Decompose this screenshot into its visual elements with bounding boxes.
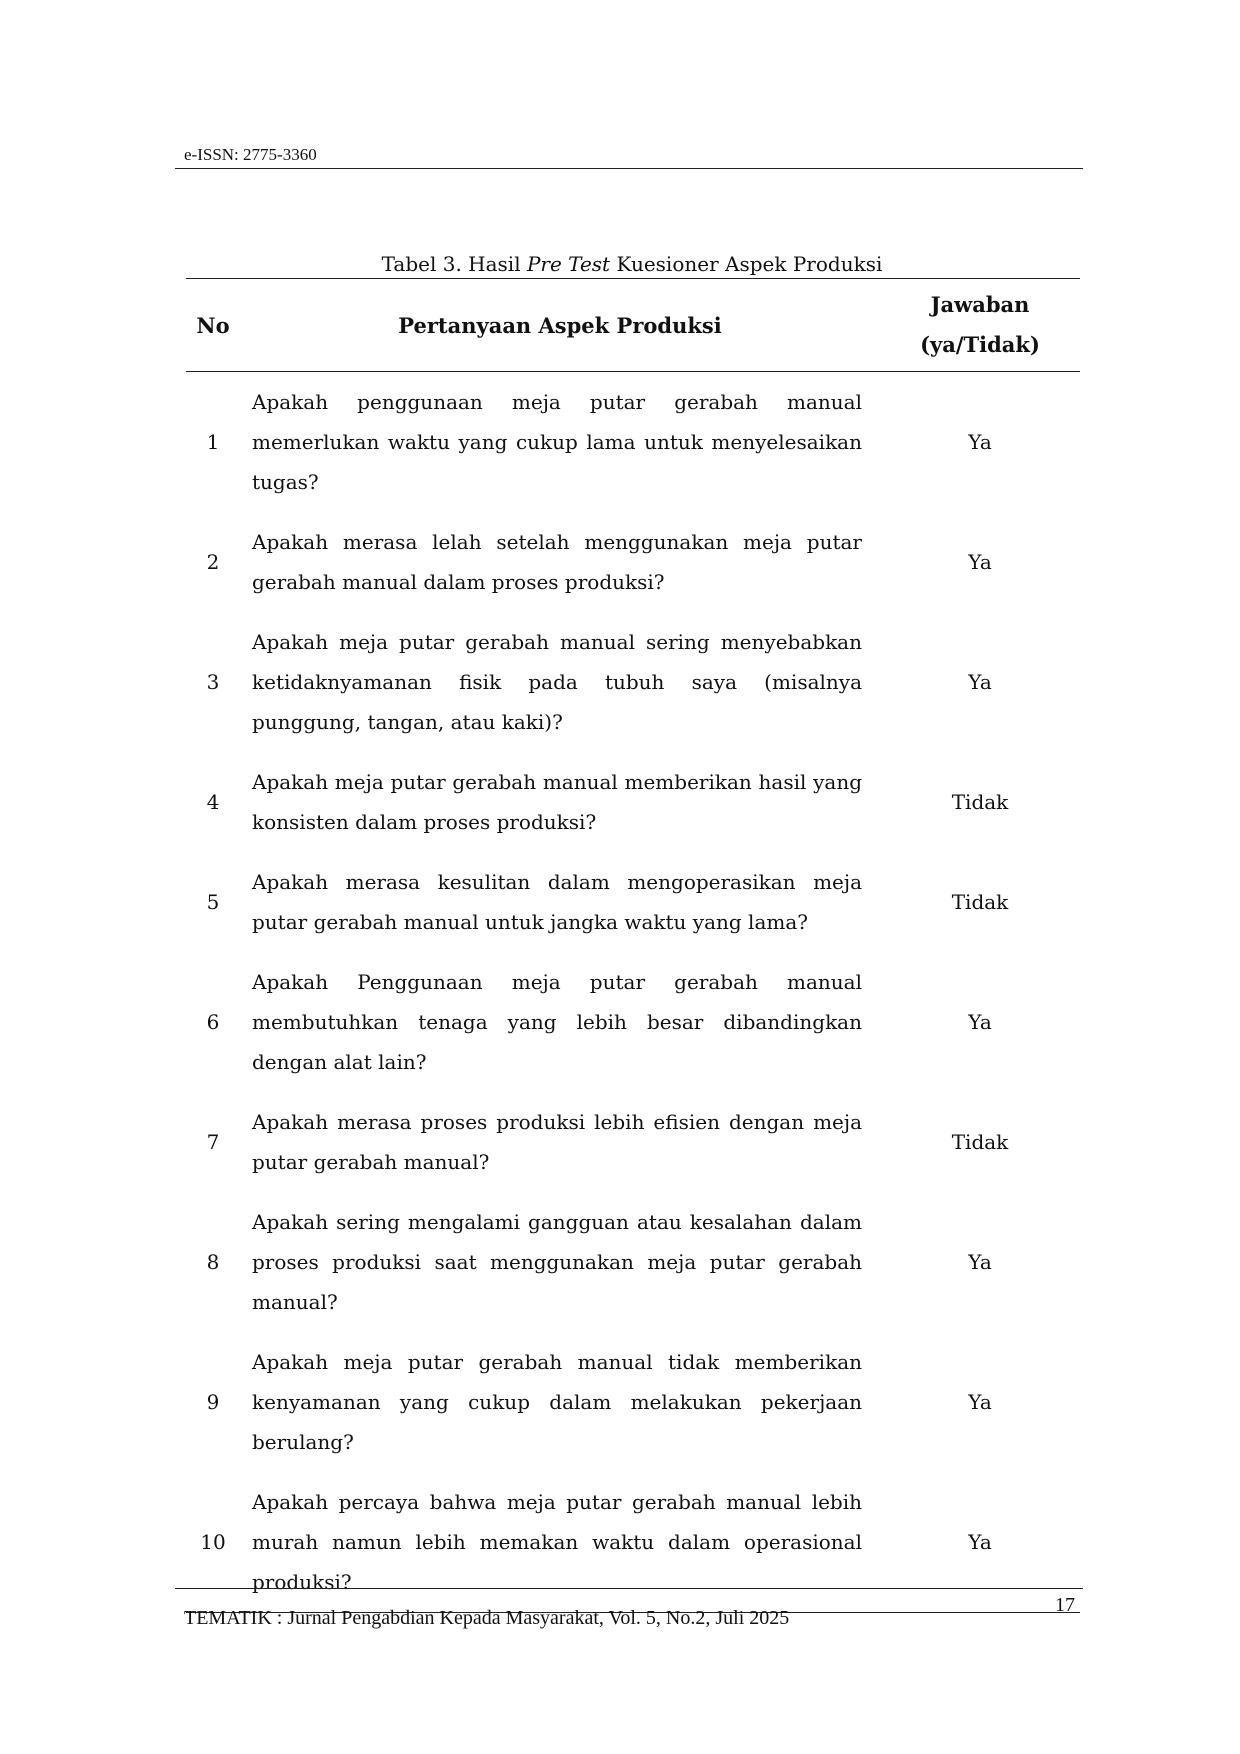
caption-prefix: Tabel 3. Hasil [381, 252, 527, 276]
row-question-cell [240, 752, 880, 852]
row-number: 5 [206, 890, 220, 914]
row-answer: Tidak [951, 790, 1009, 814]
row-question: Apakah sering mengalami gangguan atau kesalahan dalam proses produksi saat menggunakan meja putar gerabah manual? [252, 1210, 862, 1314]
header-answer [880, 279, 1080, 372]
row-answer: Ya [968, 670, 992, 694]
table-row [186, 1192, 1080, 1332]
footer-rule [175, 1588, 1083, 1589]
table-row [186, 372, 1080, 513]
caption-italic: Pre Test [526, 252, 611, 276]
row-answer: Ya [968, 1390, 992, 1414]
row-answer: Tidak [951, 1130, 1009, 1154]
row-question-cell [240, 1092, 880, 1192]
issn-header: e-ISSN: 2775-3360 [184, 145, 317, 164]
row-question-cell [240, 1192, 880, 1332]
header-answer-line1: Jawaban [930, 292, 1030, 317]
row-number: 7 [206, 1130, 220, 1154]
row-question-cell [240, 612, 880, 752]
table-row [186, 1092, 1080, 1192]
row-question-cell [240, 852, 880, 952]
row-question: Apakah Penggunaan meja putar gerabah manual membutuhkan tenaga yang lebih besar dibandingkan dengan alat lain? [252, 970, 862, 1074]
page-number: 17 [1055, 1594, 1075, 1616]
row-question-cell [240, 512, 880, 612]
row-question: Apakah meja putar gerabah manual memberikan hasil yang konsisten dalam proses produksi? [252, 770, 862, 834]
row-question-cell [240, 952, 880, 1092]
row-question-cell [240, 1472, 880, 1613]
header-answer-line2: (ya/Tidak) [920, 332, 1040, 357]
row-number: 4 [206, 790, 220, 814]
row-question: Apakah merasa lelah setelah menggunakan meja putar gerabah manual dalam proses produksi? [252, 530, 862, 594]
table-row [186, 1332, 1080, 1472]
table-row [186, 852, 1080, 952]
row-number: 2 [206, 550, 220, 574]
row-answer: Tidak [951, 890, 1009, 914]
row-question: Apakah meja putar gerabah manual tidak memberikan kenyamanan yang cukup dalam melakukan pekerjaan berulang? [252, 1350, 862, 1454]
row-question-cell [240, 1332, 880, 1472]
row-question: Apakah merasa kesulitan dalam mengoperasikan meja putar gerabah manual untuk jangka waktu yang lama? [252, 870, 862, 934]
table-row [186, 952, 1080, 1092]
row-question: Apakah percaya bahwa meja putar gerabah manual lebih murah namun lebih memakan waktu dalam operasional produksi? [252, 1490, 862, 1594]
table-row [186, 752, 1080, 852]
table-row [186, 612, 1080, 752]
table-header-row [186, 279, 1080, 372]
row-number: 9 [206, 1390, 220, 1414]
row-answer: Ya [968, 1250, 992, 1274]
row-number: 1 [206, 430, 220, 454]
row-number: 6 [206, 1010, 220, 1034]
row-question: Apakah merasa proses produksi lebih efisien dengan meja putar gerabah manual? [252, 1110, 862, 1174]
row-question: Apakah penggunaan meja putar gerabah manual memerlukan waktu yang cukup lama untuk menyelesaikan tugas? [252, 390, 862, 494]
results-table [186, 278, 1080, 1613]
header-rule [175, 168, 1083, 169]
row-number: 8 [206, 1250, 220, 1274]
caption-suffix: Kuesioner Aspek Produksi [610, 252, 883, 276]
row-answer: Ya [968, 550, 992, 574]
row-answer: Ya [968, 1530, 992, 1554]
row-question: Apakah meja putar gerabah manual sering menyebabkan ketidaknyamanan fisik pada tubuh saya (misalnya punggung, tangan, atau kaki)? [252, 630, 862, 734]
row-answer: Ya [968, 1010, 992, 1034]
row-question-cell [240, 372, 880, 513]
table-row [186, 512, 1080, 612]
table-row [186, 1472, 1080, 1613]
header-question: Pertanyaan Aspek Produksi [398, 312, 722, 338]
header-no: No [196, 312, 230, 338]
row-number: 10 [200, 1530, 226, 1554]
table-caption [184, 252, 1080, 276]
row-number: 3 [206, 670, 220, 694]
row-answer: Ya [968, 430, 992, 454]
journal-footer: TEMATIK : Jurnal Pengabdian Kepada Masyarakat, Vol. 5, No.2, Juli 2025 [184, 1607, 790, 1629]
